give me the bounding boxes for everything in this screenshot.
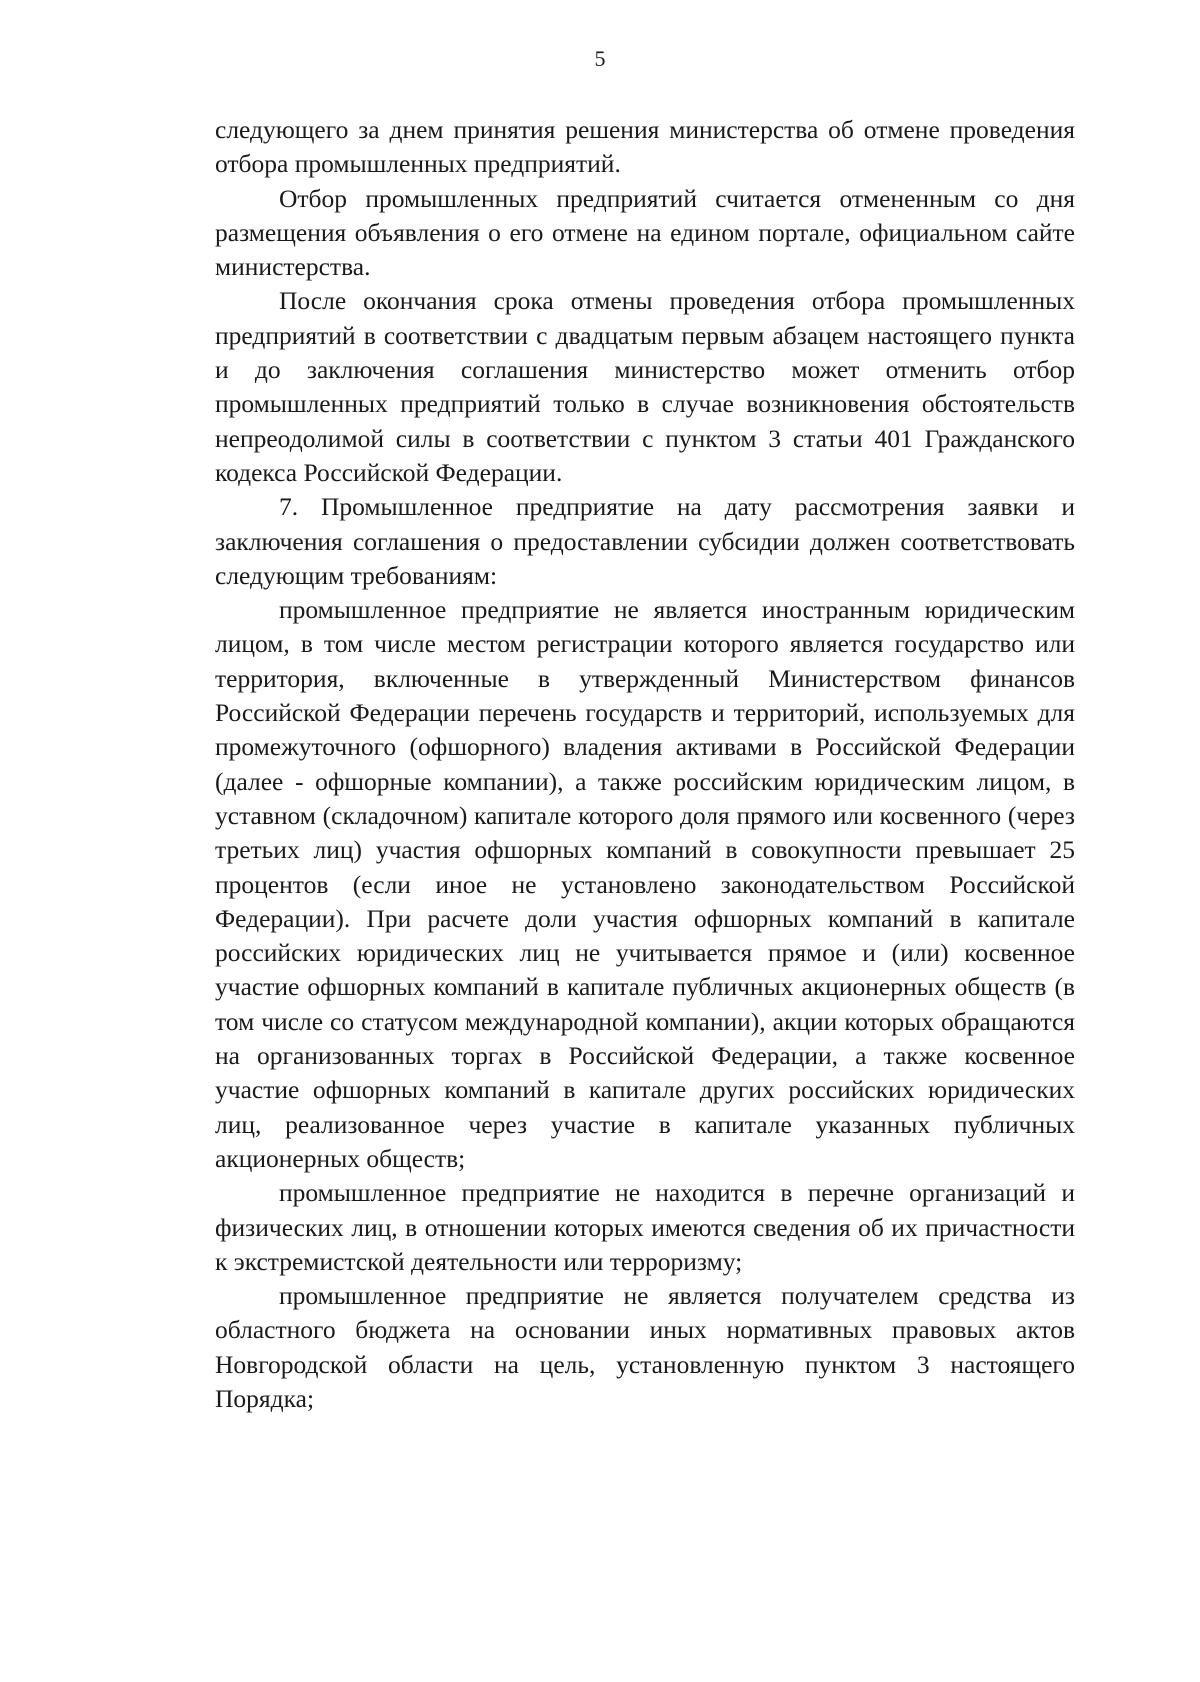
paragraph-selection-cancelled: Отбор промышленных предприятий считается отмененным со дня размещения объявления о его отмене на едином портале, официальном сайте министерства. — [215, 183, 1075, 282]
paragraph-continuation: следующего за днем принятия решения министерства об отмене проведения отбора промышленных предприятий. — [215, 115, 1075, 179]
paragraph-extremism-requirement: промышленное предприятие не находится в перечне организаций и физических лиц, в отношении которых имеются сведения об их причастности к экстремистской деятельности или терроризму; — [215, 1178, 1075, 1276]
page-number: 5 — [594, 46, 606, 71]
paragraph-offshore-requirement: промышленное предприятие не является иностранным юридическим лицом, в том числе местом регистрации которого является государство или территория, включенные в утвержденный Министерством финансов Российской Федерации перечень государств и территорий, используемых для промежуточного (офшорного) владения активами в Российской Федерации (далее - офшорные компании), а также российским юридическим лицом, в уставном (складочном) капитале которого доля прямого или косвенного (через третьих лиц) участия офшорных компаний в совокупности превышает 25 процентов (если иное не установлено законодательством Российской Федерации). При расчете доли участия офшорных компаний в капитале российских юридических лиц не учитывается прямое и (или) косвенное участие офшорных компаний в капитале публичных акционерных обществ (в том числе со статусом международной компании), акции которых обращаются на организованных торгах в Российской Федерации, а также косвенное участие офшорных компаний в капитале других российских юридических лиц, реализованное через участие в капитале указанных публичных акционерных обществ; — [215, 595, 1075, 1173]
paragraph-item-7: 7. Промышленное предприятие на дату рассмотрения заявки и заключения соглашения о предоставлении субсидии должен соответствовать следующим требованиям: — [215, 492, 1075, 590]
paragraph-budget-requirement: промышленное предприятие не является получателем средства из областного бюджета на основании иных нормативных правовых актов Новгородской области на цель, установленную пунктом 3 настоящего Порядка; — [215, 1281, 1075, 1413]
paragraph-cancellation-force-majeure: После окончания срока отмены проведения отбора промышленных предприятий в соответствии с двадцатым первым абзацем настоящего пункта и до заключения соглашения министерство может отменить отбор промышленных предприятий только в случае возникновения обстоятельств непреодолимой силы в соответствии с пунктом 3 статьи 401 Гражданского кодекса Российской Федерации. — [215, 286, 1075, 487]
document-body — [215, 113, 1075, 1416]
